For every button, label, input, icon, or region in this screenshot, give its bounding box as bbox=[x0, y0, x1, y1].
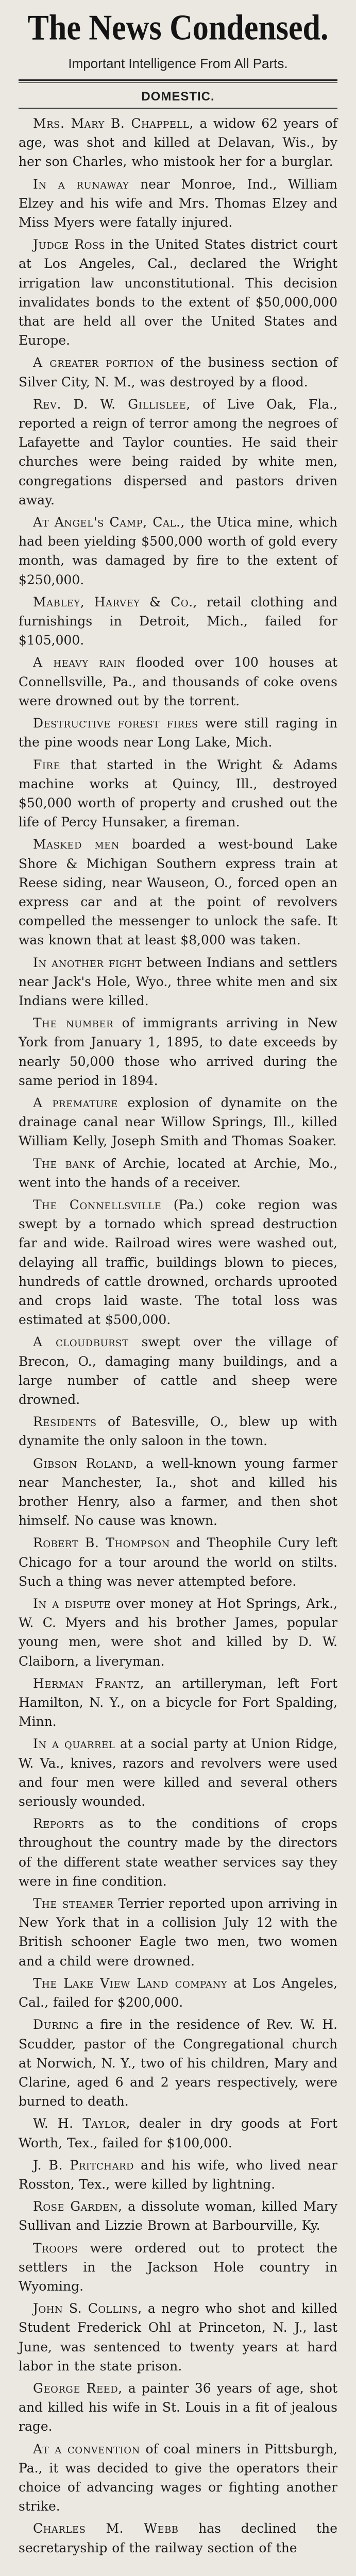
news-item-text: of coal miners in Pittsburgh, Pa., it was decided to give the operators their choice of advancing wages or fighting another strike. bbox=[19, 2441, 338, 2514]
news-item bbox=[19, 353, 337, 391]
news-item-text: a well-known young farmer near Manchester, Ia., shot and killed his brother Henry, also a farmer, and then shot himself. No cause was known. bbox=[19, 1455, 337, 1529]
news-item-text: and Theophile Cury left Chicago for a tour around the world on stilts. Such a thing was never attempted before. bbox=[19, 1535, 337, 1589]
news-item bbox=[19, 1594, 337, 1671]
news-items bbox=[19, 114, 337, 2557]
news-item-text: a negro who shot and killed Student Frederick Ohl at Princeton, N. J., last June, was sentenced to twenty years at hard labor in the state prison. bbox=[19, 2301, 337, 2374]
news-item bbox=[19, 1412, 337, 1450]
news-item-lead: A cloudburst bbox=[33, 1334, 129, 1350]
section-divider bbox=[19, 108, 337, 109]
news-item-lead: Reports bbox=[33, 1816, 84, 1832]
news-item bbox=[19, 2197, 337, 2235]
news-item-text: between Indians and settlers near Jack's Hole, Wyo., three white men and six Indians were killed. bbox=[19, 955, 337, 1008]
news-item bbox=[19, 1093, 337, 1151]
news-item-text: of Archie, located at Archie, Mo., went into the hands of a receiver. bbox=[19, 1156, 337, 1190]
news-item bbox=[19, 2114, 337, 2152]
news-item-lead: At a convention bbox=[33, 2441, 140, 2456]
news-item-lead: Gibson Roland, bbox=[33, 1455, 138, 1471]
news-item-lead: Judge Ross bbox=[33, 237, 106, 252]
subhead: Important Intelligence From All Parts. bbox=[68, 56, 288, 71]
news-item bbox=[19, 1154, 337, 1192]
news-item-lead: In another fight bbox=[33, 955, 142, 970]
news-item-text: of Batesville, O., blew up with dynamite the only saloon in the town. bbox=[19, 1414, 337, 1449]
news-item-text: over money at Hot Springs, Ark., W. C. Myers and his brother James, popular young men, were shot and killed by D. W. Claiborn, a liveryman. bbox=[19, 1596, 337, 1669]
news-item-text: of Live Oak, Fla., reported a reign of terror among the negroes of Lafayette and Taylor counties. He said their churches were being raided by white men, congregations dispersed and pastors driven away. bbox=[19, 396, 337, 507]
news-item-lead: The steamer bbox=[33, 1896, 114, 1911]
news-item-text: near Monroe, Ind., William Elzey and his wife and Mrs. Thomas Elzey and Miss Myers were fatally injured. bbox=[19, 176, 337, 230]
news-item bbox=[19, 1974, 337, 2012]
news-item-lead: Fire bbox=[33, 757, 61, 772]
news-item-text: at Los Angeles, Cal., failed for $200,000. bbox=[19, 1975, 337, 2010]
news-item bbox=[19, 395, 337, 510]
masthead-title: The News Condensed. bbox=[27, 8, 329, 48]
news-item-text: at a social party at Union Ridge, W. Va., knives, razors and revolvers were used and four men were killed and several others seriously wounded. bbox=[19, 1736, 337, 1809]
news-item bbox=[19, 1013, 337, 1090]
news-item-text: has declined the secretaryship of the railway section of the bbox=[19, 2521, 338, 2555]
news-item bbox=[19, 1533, 337, 1591]
news-item-lead: A premature bbox=[33, 1095, 118, 1110]
news-item bbox=[19, 1894, 337, 1971]
news-item-lead: In a dispute bbox=[33, 1596, 111, 1612]
news-item bbox=[19, 1195, 337, 1329]
news-item-text: a widow 62 years of age, was shot and killed at Delavan, Wis., by her son Charles, who mistook her for a burglar. bbox=[19, 116, 337, 170]
news-item-lead: Masked men bbox=[33, 837, 120, 852]
news-item-text: Terrier reported upon arriving in New York that in a collision July 12 with the British schooner Eagle two men, two women and a child were drowned. bbox=[19, 1896, 337, 1969]
news-item bbox=[19, 2015, 337, 2111]
news-item bbox=[19, 2519, 337, 2557]
news-item-text: dealer in dry goods at Fort Worth, Tex., failed for $100,000. bbox=[19, 2116, 338, 2150]
news-item-text: that started in the Wright & Adams machine works at Quincy, Ill., destroyed $50,000 worth of property and crushed out the life of Percy Hunsaker, a fireman. bbox=[19, 757, 337, 830]
news-item-text: boarded a west-bound Lake Shore & Michigan Southern express train at Reese siding, near Wauseon, O., forced open an express car and at the point of revolvers compelled the messenger to unlock the safe. It was known that at least $8,000 was taken. bbox=[19, 837, 337, 948]
news-item-text: in the United States district court at Los Angeles, Cal., declared the Wright irrigation law unconstitutional. This decision invalidates bonds to the extent of $50,000,000 that are held all over the United States and Europe. bbox=[19, 237, 338, 348]
news-item-lead: Mrs. Mary B. Chappell, bbox=[33, 116, 194, 131]
news-item-text: a dissolute woman, killed Mary Sullivan and Lizzie Brown at Barbourville, Ky. bbox=[19, 2199, 338, 2233]
news-item-text: were ordered out to protect the settlers in the Jackson Hole country in Wyoming. bbox=[19, 2240, 337, 2294]
news-item-text: swept over the village of Brecon, O., damaging many buildings, and a large number of cattle and sheep were drowned. bbox=[19, 1334, 337, 1407]
news-item bbox=[19, 2379, 337, 2436]
news-item-lead: The bank bbox=[33, 1156, 95, 1171]
news-item-text: the Utica mine, which had been yielding $500,000 worth of gold every month, was damaged by fire to the extent of $250,000. bbox=[19, 515, 337, 587]
news-item bbox=[19, 2239, 337, 2296]
news-item-text: a painter 36 years of age, shot and killed his wife in St. Louis in a fit of jealous rage. bbox=[19, 2380, 337, 2434]
news-item-lead: Herman Frantz, bbox=[33, 1675, 144, 1691]
news-item bbox=[19, 653, 337, 710]
news-item-text: a fire in the residence of Rev. W. H. Scudder, pastor of the Congregational church at Norwich, N. Y., two of his children, Mary and Clarine, aged 6 and 2 years respectively, were burned to death. bbox=[19, 2017, 337, 2109]
news-item-lead: Destructive forest fires bbox=[33, 716, 198, 731]
news-item-lead: Mabley, Harvey & Co., bbox=[33, 594, 198, 609]
news-item-text: and his wife, who lived near Rosston, Tex., were killed by lightning. bbox=[19, 2157, 337, 2192]
news-item-lead: W. H. Taylor, bbox=[33, 2116, 130, 2131]
news-item-text: of immigrants arriving in New York from January 1, 1895, to date exceeds by nearly 50,000 those who arrived during the same period in 1894. bbox=[19, 1015, 338, 1088]
news-item-lead: Rose Garden, bbox=[33, 2199, 123, 2214]
news-item-lead: The Lake View Land company bbox=[33, 1975, 228, 1991]
news-item bbox=[19, 755, 337, 832]
news-item bbox=[19, 953, 337, 1011]
news-item-text: flooded over 100 houses at Connellsville, Pa., and thousands of coke ovens were drowned out by the torrent. bbox=[19, 655, 337, 708]
news-item bbox=[19, 513, 337, 589]
news-item-text: an artilleryman, left Fort Hamilton, N. Y., on a bicycle for Fort Spalding, Minn. bbox=[19, 1675, 337, 1730]
news-item bbox=[19, 175, 337, 232]
news-item-text: explosion of dynamite on the drainage canal near Willow Springs, Ill., killed William Kelly, Joseph Smith and Thomas Soaker. bbox=[19, 1095, 337, 1149]
news-item bbox=[19, 592, 337, 650]
news-item-lead: Charles M. Webb bbox=[33, 2521, 179, 2536]
news-item-lead: A greater portion bbox=[33, 355, 154, 370]
news-item-lead: A heavy rain bbox=[33, 655, 126, 670]
news-item bbox=[19, 1734, 337, 1811]
news-item bbox=[19, 2299, 337, 2376]
news-item-lead: The number bbox=[33, 1015, 114, 1031]
news-item bbox=[19, 714, 337, 752]
news-item bbox=[19, 1332, 337, 1409]
news-item-text: (Pa.) coke region was swept by a tornado which spread destruction far and wide. Railroad wires were washed out, delaying all traffic, buildings blown to pieces, hundreds of cattle drowned, orchards uprooted and crops laid waste. The total loss was estimated at $500,000. bbox=[19, 1197, 337, 1328]
section-title: DOMESTIC. bbox=[141, 90, 215, 104]
news-item-lead: Troops bbox=[33, 2240, 78, 2256]
news-item-lead: John S. Collins, bbox=[33, 2301, 142, 2316]
news-item-lead: George Reed, bbox=[33, 2380, 123, 2396]
news-item bbox=[19, 2156, 337, 2194]
news-item-lead: Residents bbox=[33, 1414, 97, 1430]
news-item-text: were still raging in the pine woods near Long Lake, Mich. bbox=[19, 716, 337, 750]
news-item-text: as to the conditions of crops throughout the country made by the directors of the different state weather services say they were in fine condition. bbox=[19, 1816, 337, 1889]
news-item-lead: In a runaway bbox=[33, 176, 129, 192]
news-item-lead: The Connellsville bbox=[33, 1197, 162, 1212]
news-item bbox=[19, 1454, 337, 1531]
news-item-lead: During bbox=[33, 2017, 79, 2032]
news-item bbox=[19, 1674, 337, 1732]
news-item-text: retail clothing and furnishings in Detroit, Mich., failed for $105,000. bbox=[19, 594, 337, 648]
news-item-lead: At Angel's Camp, Cal., bbox=[33, 515, 185, 530]
news-item-lead: J. B. Pritchard bbox=[33, 2157, 134, 2173]
news-item-lead: Robert B. Thompson bbox=[33, 1535, 170, 1551]
news-item bbox=[19, 1814, 337, 1891]
news-item bbox=[19, 835, 337, 950]
news-item-lead: Rev. D. W. Gillislee, bbox=[33, 396, 191, 412]
news-item-lead: In a quarrel bbox=[33, 1736, 115, 1752]
news-item bbox=[19, 235, 337, 350]
news-item bbox=[19, 2439, 337, 2516]
news-item bbox=[19, 114, 337, 172]
divider-rule bbox=[19, 79, 337, 83]
news-item-text: of the business section of Silver City, N. M., was destroyed by a flood. bbox=[19, 355, 337, 389]
